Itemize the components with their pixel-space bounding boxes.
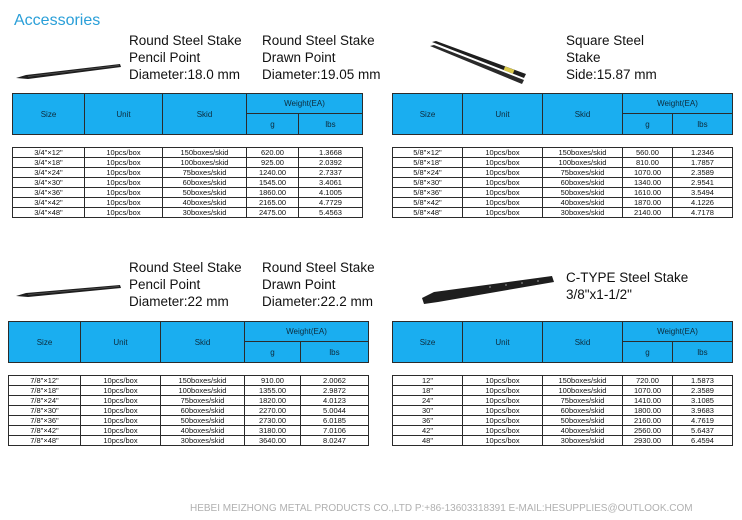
table-cell: 10pcs/box (85, 188, 163, 198)
caption-pencil-18: Round Steel Stake Pencil Point Diameter:18.0 mm (129, 33, 242, 82)
table-cell: 42" (393, 426, 463, 436)
table-cell: 60boxes/skid (161, 406, 245, 416)
table-cell: 150boxes/skid (161, 376, 245, 386)
caption-pencil-22: Round Steel Stake Pencil Point Diameter:22 mm (129, 260, 242, 309)
table-row (13, 148, 363, 158)
table-cell: 6.4594 (673, 436, 733, 446)
table-cell: 100boxes/skid (161, 386, 245, 396)
spacer-cell (247, 135, 299, 148)
table-cell: 10pcs/box (463, 406, 543, 416)
table-cell: 6.0185 (301, 416, 369, 426)
table-cell: 5/8"×24" (393, 168, 463, 178)
table-cell: 10pcs/box (463, 376, 543, 386)
table-cell: 150boxes/skid (543, 148, 623, 158)
footer-contact: HEBEI MEIZHONG METAL PRODUCTS CO.,LTD P:+86-13603318391 E-MAIL:HESUPPLIES@OUTLOOK.COM (190, 503, 693, 514)
table-cell: 75boxes/skid (161, 396, 245, 406)
spacer-cell (9, 363, 81, 376)
table-cell: 10pcs/box (463, 436, 543, 446)
table-cell: 75boxes/skid (543, 168, 623, 178)
table-row (393, 198, 733, 208)
c-type-stake-image (420, 272, 556, 308)
table-row (13, 208, 363, 218)
table-cell: 1410.00 (623, 396, 673, 406)
table-cell: 560.00 (623, 148, 673, 158)
table-cell: 40boxes/skid (161, 426, 245, 436)
table-row (9, 426, 369, 436)
table-cell: 3/4"×48" (13, 208, 85, 218)
spacer-cell (13, 135, 85, 148)
table-cell: 1340.00 (623, 178, 673, 188)
table-cell: 3/4"×42" (13, 198, 85, 208)
table-cell: 5/8"×12" (393, 148, 463, 158)
table-row (13, 188, 363, 198)
table-cell: 30boxes/skid (543, 208, 623, 218)
table-7-8-stake (8, 321, 369, 446)
spacer-cell (623, 135, 673, 148)
table-cell: 10pcs/box (85, 178, 163, 188)
header-g: g (247, 114, 299, 135)
table-cell: 2730.00 (245, 416, 301, 426)
table-cell: 10pcs/box (463, 148, 543, 158)
table-cell: 1860.00 (247, 188, 299, 198)
table-cell: 3.1085 (673, 396, 733, 406)
table-row (393, 168, 733, 178)
table-cell: 10pcs/box (81, 386, 161, 396)
spacer-cell (301, 363, 369, 376)
table-cell: 60boxes/skid (543, 178, 623, 188)
table-cell: 1.3668 (299, 148, 363, 158)
header-size: Size (393, 94, 463, 135)
table-cell: 8.0247 (301, 436, 369, 446)
table-row (9, 376, 369, 386)
table-cell: 3640.00 (245, 436, 301, 446)
table-cell: 4.7619 (673, 416, 733, 426)
table-row (393, 148, 733, 158)
table-row (9, 416, 369, 426)
table-row (393, 158, 733, 168)
table-cell: 910.00 (245, 376, 301, 386)
spacer-cell (299, 135, 363, 148)
table-cell: 12" (393, 376, 463, 386)
table-cell: 2930.00 (623, 436, 673, 446)
header-size: Size (13, 94, 85, 135)
header-size: Size (9, 322, 81, 363)
table-cell: 50boxes/skid (163, 188, 247, 198)
table-cell: 1070.00 (623, 168, 673, 178)
header-size: Size (393, 322, 463, 363)
caption-ctype: C-TYPE Steel Stake 3/8"x1-1/2" (566, 270, 689, 302)
table-cell: 1800.00 (623, 406, 673, 416)
table-cell: 1.7857 (673, 158, 733, 168)
table-row (393, 208, 733, 218)
table-cell: 40boxes/skid (543, 198, 623, 208)
table-cell: 1240.00 (247, 168, 299, 178)
table-cell: 10pcs/box (463, 396, 543, 406)
table-cell: 150boxes/skid (543, 376, 623, 386)
spacer-cell (623, 363, 673, 376)
table-row (393, 396, 733, 406)
table-row (9, 396, 369, 406)
table-cell: 100boxes/skid (543, 158, 623, 168)
spacer-cell (463, 135, 543, 148)
table-cell: 10pcs/box (81, 426, 161, 436)
table-cell: 1870.00 (623, 198, 673, 208)
table-cell: 10pcs/box (463, 386, 543, 396)
table-cell: 30boxes/skid (163, 208, 247, 218)
header-skid: Skid (161, 322, 245, 363)
table-cell: 1.5873 (673, 376, 733, 386)
spacer-row (13, 135, 363, 148)
table-cell: 24" (393, 396, 463, 406)
table-cell: 7/8"×18" (9, 386, 81, 396)
table-cell: 4.7178 (673, 208, 733, 218)
spacer-row (393, 363, 733, 376)
table-cell: 10pcs/box (81, 396, 161, 406)
table-row (13, 178, 363, 188)
table-cell: 1070.00 (623, 386, 673, 396)
table-cell: 3.9683 (673, 406, 733, 416)
table-cell: 10pcs/box (463, 208, 543, 218)
table-cell: 40boxes/skid (163, 198, 247, 208)
table-cell: 720.00 (623, 376, 673, 386)
table-cell: 10pcs/box (85, 168, 163, 178)
table-cell: 2.3589 (673, 168, 733, 178)
table-cell: 2270.00 (245, 406, 301, 416)
header-lbs: lbs (299, 114, 363, 135)
header-skid: Skid (163, 94, 247, 135)
table-cell: 5.0044 (301, 406, 369, 416)
table-cell: 2.3589 (673, 386, 733, 396)
table-cell: 2140.00 (623, 208, 673, 218)
spacer-cell (543, 363, 623, 376)
square-stake-image (428, 38, 532, 86)
table-cell: 36" (393, 416, 463, 426)
table-cell: 30" (393, 406, 463, 416)
table-cell: 4.1226 (673, 198, 733, 208)
table-cell: 10pcs/box (81, 406, 161, 416)
table-row (393, 188, 733, 198)
page-title: Accessories (14, 12, 101, 29)
table-row (13, 158, 363, 168)
table-cell: 5/8"×30" (393, 178, 463, 188)
table-cell: 3/4"×36" (13, 188, 85, 198)
table-cell: 5/8"×36" (393, 188, 463, 198)
spacer-row (393, 135, 733, 148)
table-cell: 60boxes/skid (163, 178, 247, 188)
table-cell: 100boxes/skid (543, 386, 623, 396)
spacer-cell (245, 363, 301, 376)
header-weight: Weight(EA) (623, 322, 733, 342)
table-cell: 1545.00 (247, 178, 299, 188)
table-cell: 5/8"×42" (393, 198, 463, 208)
table-cell: 50boxes/skid (543, 188, 623, 198)
table-cell: 7/8"×24" (9, 396, 81, 406)
table-cell: 30boxes/skid (543, 436, 623, 446)
table-cell: 2560.00 (623, 426, 673, 436)
table-5-8-stake (392, 93, 733, 218)
table-row (9, 406, 369, 416)
table-cell: 10pcs/box (463, 188, 543, 198)
table-row (13, 168, 363, 178)
header-skid: Skid (543, 94, 623, 135)
table-cell: 10pcs/box (85, 148, 163, 158)
table-cell: 5.6437 (673, 426, 733, 436)
table-cell: 7.0106 (301, 426, 369, 436)
table-cell: 810.00 (623, 158, 673, 168)
table-row (393, 406, 733, 416)
header-lbs: lbs (673, 114, 733, 135)
header-g: g (623, 114, 673, 135)
table-cell: 10pcs/box (463, 426, 543, 436)
spacer-cell (393, 135, 463, 148)
header-weight: Weight(EA) (623, 94, 733, 114)
table-cell: 2160.00 (623, 416, 673, 426)
table-c-type-stake (392, 321, 733, 446)
table-cell: 1820.00 (245, 396, 301, 406)
table-row (393, 416, 733, 426)
spacer-cell (163, 135, 247, 148)
spacer-cell (161, 363, 245, 376)
spacer-cell (81, 363, 161, 376)
header-row (393, 322, 733, 342)
caption-drawn-19: Round Steel Stake Drawn Point Diameter:19.05 mm (262, 33, 381, 82)
table-cell: 4.1005 (299, 188, 363, 198)
table-cell: 1355.00 (245, 386, 301, 396)
pencil-point-stake-22-image (14, 280, 124, 300)
table-row (393, 426, 733, 436)
spacer-cell (393, 363, 463, 376)
table-cell: 50boxes/skid (161, 416, 245, 426)
table-cell: 10pcs/box (463, 198, 543, 208)
spacer-cell (673, 135, 733, 148)
header-lbs: lbs (673, 342, 733, 363)
table-cell: 3/4"×24" (13, 168, 85, 178)
table-cell: 2475.00 (247, 208, 299, 218)
header-row (9, 322, 369, 342)
spacer-row (9, 363, 369, 376)
table-cell: 18" (393, 386, 463, 396)
spacer-cell (463, 363, 543, 376)
header-weight: Weight(EA) (245, 322, 369, 342)
table-cell: 75boxes/skid (543, 396, 623, 406)
spacer-cell (543, 135, 623, 148)
table-cell: 2.7337 (299, 168, 363, 178)
header-lbs: lbs (301, 342, 369, 363)
header-g: g (245, 342, 301, 363)
table-row (393, 386, 733, 396)
table-row (13, 198, 363, 208)
table-cell: 5/8"×48" (393, 208, 463, 218)
table-cell: 3180.00 (245, 426, 301, 436)
table-cell: 10pcs/box (463, 168, 543, 178)
header-unit: Unit (81, 322, 161, 363)
table-row (393, 178, 733, 188)
table-cell: 2.0062 (301, 376, 369, 386)
header-skid: Skid (543, 322, 623, 363)
table-cell: 5/8"×18" (393, 158, 463, 168)
header-weight: Weight(EA) (247, 94, 363, 114)
header-unit: Unit (463, 94, 543, 135)
table-3-4-stake (12, 93, 363, 218)
table-cell: 10pcs/box (463, 158, 543, 168)
table-cell: 3.4061 (299, 178, 363, 188)
table-row (9, 386, 369, 396)
table-cell: 925.00 (247, 158, 299, 168)
table-cell: 3/4"×12" (13, 148, 85, 158)
table-cell: 10pcs/box (85, 198, 163, 208)
table-cell: 2.9872 (301, 386, 369, 396)
table-cell: 10pcs/box (85, 158, 163, 168)
table-cell: 10pcs/box (463, 178, 543, 188)
table-cell: 5.4563 (299, 208, 363, 218)
header-row (13, 94, 363, 114)
table-cell: 7/8"×42" (9, 426, 81, 436)
table-cell: 10pcs/box (81, 436, 161, 446)
table-cell: 1610.00 (623, 188, 673, 198)
table-cell: 3/4"×18" (13, 158, 85, 168)
table-cell: 150boxes/skid (163, 148, 247, 158)
table-cell: 3/4"×30" (13, 178, 85, 188)
table-cell: 4.7729 (299, 198, 363, 208)
table-cell: 60boxes/skid (543, 406, 623, 416)
table-cell: 7/8"×12" (9, 376, 81, 386)
table-cell: 620.00 (247, 148, 299, 158)
header-unit: Unit (463, 322, 543, 363)
table-cell: 7/8"×36" (9, 416, 81, 426)
header-row (393, 94, 733, 114)
header-unit: Unit (85, 94, 163, 135)
table-cell: 7/8"×30" (9, 406, 81, 416)
caption-drawn-22: Round Steel Stake Drawn Point Diameter:22.2 mm (262, 260, 375, 309)
table-cell: 48" (393, 436, 463, 446)
table-cell: 75boxes/skid (163, 168, 247, 178)
spacer-cell (85, 135, 163, 148)
table-cell: 3.5494 (673, 188, 733, 198)
pencil-point-stake-image (14, 58, 124, 82)
table-cell: 7/8"×48" (9, 436, 81, 446)
table-cell: 10pcs/box (463, 416, 543, 426)
table-cell: 1.2346 (673, 148, 733, 158)
table-row (9, 436, 369, 446)
table-row (393, 436, 733, 446)
table-cell: 10pcs/box (81, 376, 161, 386)
table-cell: 2165.00 (247, 198, 299, 208)
table-cell: 2.0392 (299, 158, 363, 168)
table-cell: 30boxes/skid (161, 436, 245, 446)
table-cell: 50boxes/skid (543, 416, 623, 426)
table-cell: 10pcs/box (81, 416, 161, 426)
header-g: g (623, 342, 673, 363)
table-cell: 100boxes/skid (163, 158, 247, 168)
table-cell: 4.0123 (301, 396, 369, 406)
spacer-cell (673, 363, 733, 376)
table-cell: 2.9541 (673, 178, 733, 188)
table-cell: 10pcs/box (85, 208, 163, 218)
caption-square: Square Steel Stake Side:15.87 mm (566, 33, 657, 82)
table-row (393, 376, 733, 386)
table-cell: 40boxes/skid (543, 426, 623, 436)
